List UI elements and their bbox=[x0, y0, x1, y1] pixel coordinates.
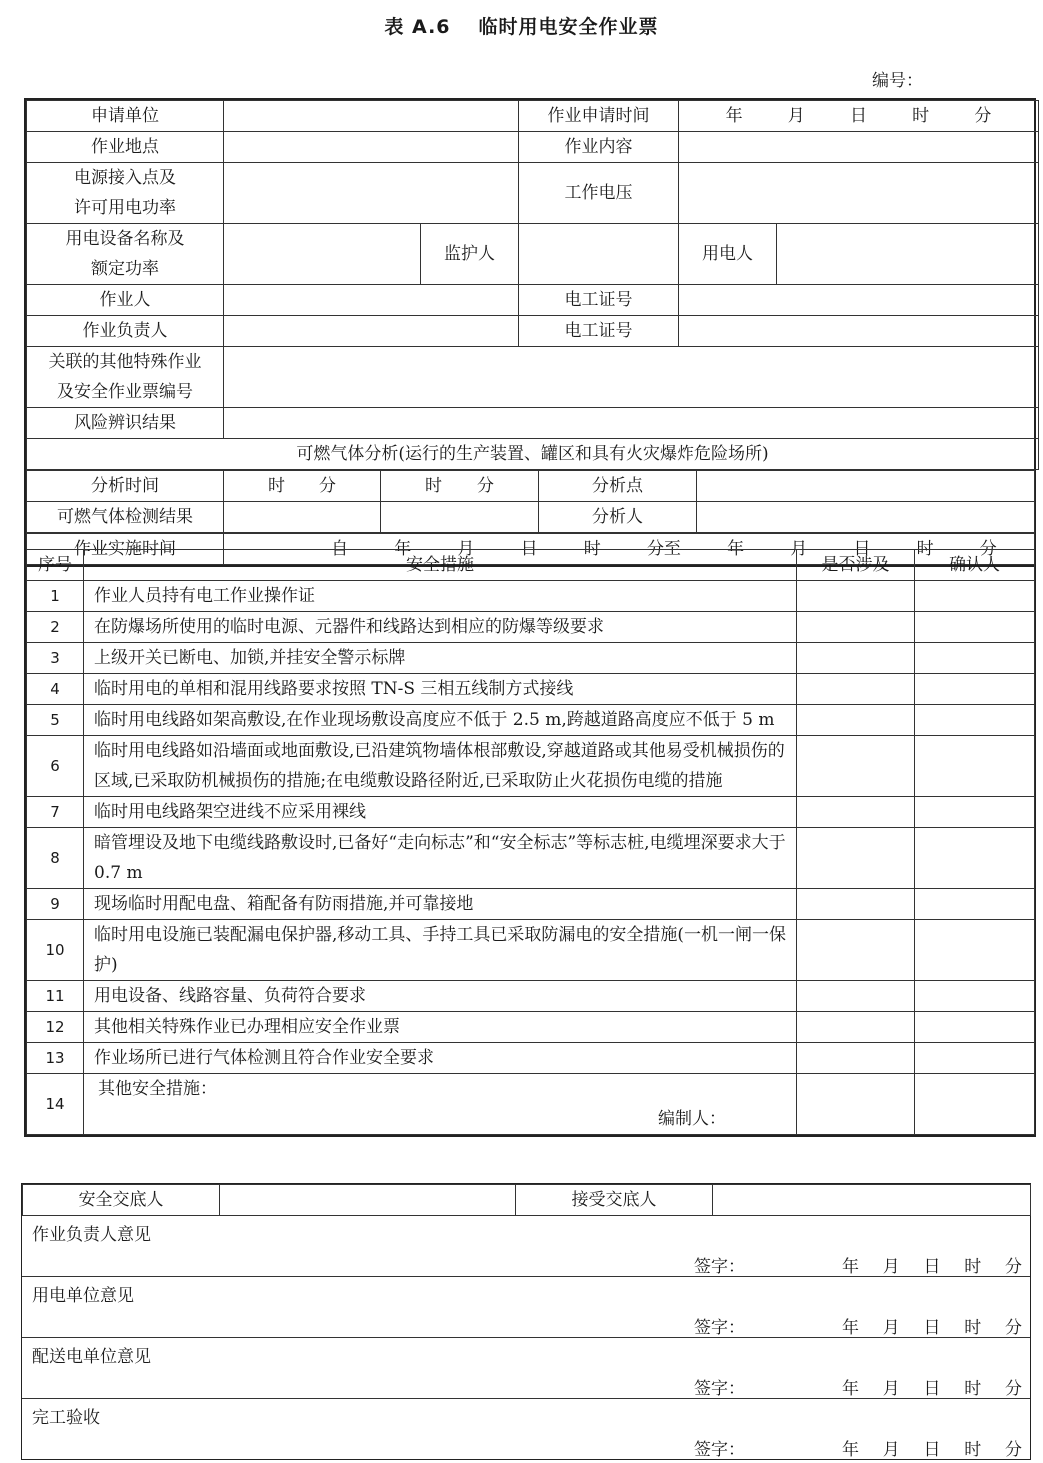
power-point-field[interactable] bbox=[224, 163, 519, 224]
day-unit: 日 bbox=[923, 1257, 941, 1277]
measure-involved-field[interactable] bbox=[797, 981, 915, 1012]
measure-text: 其他相关特殊作业已办理相应安全作业票 bbox=[84, 1012, 797, 1043]
hour-unit: 时 bbox=[425, 476, 442, 496]
guardian-field[interactable] bbox=[519, 224, 679, 285]
minute-unit: 分 bbox=[319, 476, 336, 496]
serial-number-label: 编号： bbox=[872, 71, 923, 91]
implement-time-label: 作业实施时间 bbox=[27, 534, 224, 565]
hour-unit: 时 bbox=[583, 539, 601, 559]
measure-no: 1 bbox=[27, 581, 84, 612]
hour-unit: 时 bbox=[964, 1440, 982, 1460]
year-unit: 年 bbox=[842, 1379, 859, 1399]
worker-cert-label: 电工证号 bbox=[519, 285, 679, 316]
measure-14-involved[interactable] bbox=[797, 1074, 915, 1135]
measure-no: 2 bbox=[27, 612, 84, 643]
power-point-label-line1: 电源接入点及 bbox=[74, 168, 176, 188]
equipment-field[interactable] bbox=[224, 224, 421, 285]
measure-involved-field[interactable] bbox=[797, 797, 915, 828]
analyst-field[interactable] bbox=[697, 502, 1035, 533]
measure-text: 临时用电的单相和混用线路要求按照 TN-S 三相五线制方式接线 bbox=[84, 674, 797, 705]
work-site-field[interactable] bbox=[224, 132, 519, 163]
analysis-point-field[interactable] bbox=[697, 471, 1035, 502]
day-unit: 日 bbox=[849, 106, 867, 126]
measure-involved-field[interactable] bbox=[797, 828, 915, 889]
related-work-label-line1: 关联的其他特殊作业 bbox=[48, 352, 202, 372]
measure-row bbox=[27, 612, 1035, 643]
analysis-time-field-2[interactable] bbox=[381, 471, 539, 502]
measure-confirm-field[interactable] bbox=[915, 889, 1035, 920]
measure-text: 临时用电线路如沿墙面或地面敷设,已沿建筑物墙体根部敷设,穿越道路或其他易受机械损伤的区域,已采取防机械损伤的措施;在电缆敷设路径附近,已采取防止火花损伤电缆的措施 bbox=[84, 736, 797, 797]
measure-row bbox=[27, 736, 1035, 797]
measure-text: 临时用电线路如架高敷设,在作业现场敷设高度应不低于 2.5 m,跨越道路高度应不低于 5 m bbox=[84, 705, 797, 736]
voltage-field[interactable] bbox=[679, 163, 1039, 224]
measure-no: 5 bbox=[27, 705, 84, 736]
apply-time-label: 作业申请时间 bbox=[519, 101, 679, 132]
measure-text: 暗管埋设及地下电缆线路敷设时,已备好“走向标志”和“安全标志”等标志桩,电缆埋深要求大于 0.7 m bbox=[84, 828, 797, 889]
equipment-label bbox=[27, 224, 224, 285]
measure-row bbox=[27, 889, 1035, 920]
measure-involved-field[interactable] bbox=[797, 1012, 915, 1043]
opinion-list bbox=[22, 1216, 1030, 1459]
day-unit: 日 bbox=[923, 1379, 941, 1399]
opinion-row[interactable] bbox=[22, 1338, 1030, 1399]
measure-row bbox=[27, 581, 1035, 612]
power-point-label bbox=[27, 163, 224, 224]
leader-cert-field[interactable] bbox=[679, 316, 1039, 347]
signature-date bbox=[842, 1374, 1022, 1399]
form-title bbox=[0, 12, 1043, 39]
opinion-label: 完工验收 bbox=[32, 1408, 100, 1428]
measure-text: 用电设备、线路容量、负荷符合要求 bbox=[84, 981, 797, 1012]
month-unit: 月 bbox=[787, 106, 805, 126]
month-unit: 月 bbox=[790, 539, 808, 559]
measure-text: 现场临时用配电盘、箱配备有防雨措施,并可靠接地 bbox=[84, 889, 797, 920]
month-unit: 月 bbox=[882, 1379, 900, 1399]
hour-unit: 时 bbox=[912, 106, 930, 126]
risk-field[interactable] bbox=[224, 408, 1039, 439]
measure-14-no: 14 bbox=[27, 1074, 84, 1135]
month-unit: 月 bbox=[882, 1318, 900, 1338]
leader-label: 作业负责人 bbox=[27, 316, 224, 347]
measure-involved-field[interactable] bbox=[797, 674, 915, 705]
power-point-label-line2: 许可用电功率 bbox=[74, 198, 176, 218]
hour-unit: 时 bbox=[268, 476, 285, 496]
measure-text: 临时用电线路架空进线不应采用裸线 bbox=[84, 797, 797, 828]
confirm-header: 确认人 bbox=[915, 550, 1035, 581]
involved-header: 是否涉及 bbox=[797, 550, 915, 581]
worker-cert-field[interactable] bbox=[679, 285, 1039, 316]
measure-text: 临时用电设施已装配漏电保护器,移动工具、手持工具已采取防漏电的安全措施(一机一闸一保护) bbox=[84, 920, 797, 981]
measure-confirm-field[interactable] bbox=[915, 828, 1035, 889]
measure-text: 作业人员持有电工作业操作证 bbox=[84, 581, 797, 612]
measure-row bbox=[27, 1012, 1035, 1043]
leader-cert-label: 电工证号 bbox=[519, 316, 679, 347]
measure-confirm-field[interactable] bbox=[915, 705, 1035, 736]
measure-confirm-field[interactable] bbox=[915, 797, 1035, 828]
measure-row bbox=[27, 920, 1035, 981]
measure-row bbox=[27, 1043, 1035, 1074]
measure-involved-field[interactable] bbox=[797, 612, 915, 643]
month-unit: 月 bbox=[882, 1257, 900, 1277]
day-unit: 日 bbox=[923, 1440, 941, 1460]
measure-involved-field[interactable] bbox=[797, 920, 915, 981]
month-unit: 月 bbox=[457, 539, 475, 559]
leader-field[interactable] bbox=[224, 316, 519, 347]
measure-no: 10 bbox=[27, 920, 84, 981]
risk-label: 风险辨识结果 bbox=[27, 408, 224, 439]
apply-time-field[interactable] bbox=[679, 101, 1039, 132]
measure-no: 9 bbox=[27, 889, 84, 920]
signature-date bbox=[842, 1252, 1022, 1277]
analysis-time-label: 分析时间 bbox=[27, 471, 224, 502]
worker-label: 作业人 bbox=[27, 285, 224, 316]
measure-row bbox=[27, 705, 1035, 736]
compiler-label: 编制人： bbox=[658, 1109, 726, 1129]
minute-unit: 分 bbox=[1005, 1440, 1022, 1460]
measure-14-text: 其他安全措施： bbox=[98, 1079, 217, 1099]
measure-confirm-field[interactable] bbox=[915, 920, 1035, 981]
measure-row bbox=[27, 674, 1035, 705]
related-work-label bbox=[27, 347, 224, 408]
measure-involved-field[interactable] bbox=[797, 705, 915, 736]
gas-result-field-1[interactable] bbox=[224, 502, 381, 533]
measure-row bbox=[27, 797, 1035, 828]
form-name: 临时用电安全作业票 bbox=[478, 16, 659, 38]
signature-label: 签字： bbox=[694, 1257, 745, 1277]
signature-label: 签字： bbox=[694, 1379, 745, 1399]
measure-row bbox=[27, 981, 1035, 1012]
measure-14-cell[interactable] bbox=[84, 1074, 797, 1135]
measure-confirm-field[interactable] bbox=[915, 612, 1035, 643]
measure-no: 6 bbox=[27, 736, 84, 797]
measure-row bbox=[27, 828, 1035, 889]
measure-no: 7 bbox=[27, 797, 84, 828]
minute-unit: 分 bbox=[974, 106, 992, 126]
day-unit: 日 bbox=[520, 539, 538, 559]
opinion-label: 用电单位意见 bbox=[32, 1286, 134, 1306]
user-field[interactable] bbox=[777, 224, 1039, 285]
worker-field[interactable] bbox=[224, 285, 519, 316]
apply-unit-field[interactable] bbox=[224, 101, 519, 132]
measure-involved-field[interactable] bbox=[797, 736, 915, 797]
measure-text: 在防爆场所使用的临时电源、元器件和线路达到相应的防爆等级要求 bbox=[84, 612, 797, 643]
measure-confirm-field[interactable] bbox=[915, 581, 1035, 612]
measure-14-confirm[interactable] bbox=[915, 1074, 1035, 1135]
analysis-point-label: 分析点 bbox=[539, 471, 697, 502]
measure-header: 安全措施 bbox=[84, 550, 797, 581]
guardian-label: 监护人 bbox=[421, 224, 519, 285]
equipment-label-line2: 额定功率 bbox=[91, 259, 159, 279]
minute-unit: 分 bbox=[1005, 1257, 1022, 1277]
analyst-label: 分析人 bbox=[539, 502, 697, 533]
measure-confirm-field[interactable] bbox=[915, 674, 1035, 705]
signature-date bbox=[842, 1313, 1022, 1338]
month-unit: 月 bbox=[882, 1440, 900, 1460]
measure-involved-field[interactable] bbox=[797, 581, 915, 612]
year-unit: 年 bbox=[727, 539, 745, 559]
related-work-label-line2: 及安全作业票编号 bbox=[57, 382, 193, 402]
handover-receiver-field[interactable] bbox=[713, 1185, 1031, 1216]
voltage-label: 工作电压 bbox=[519, 163, 679, 224]
minute-unit: 分 bbox=[1005, 1318, 1022, 1338]
measure-involved-field[interactable] bbox=[797, 1043, 915, 1074]
hour-unit: 时 bbox=[964, 1379, 982, 1399]
handover-giver-field[interactable] bbox=[220, 1185, 516, 1216]
measure-no: 8 bbox=[27, 828, 84, 889]
measure-no: 3 bbox=[27, 643, 84, 674]
measure-no-header: 序号 bbox=[27, 550, 84, 581]
measure-confirm-field[interactable] bbox=[915, 981, 1035, 1012]
analysis-time-field-1[interactable] bbox=[224, 471, 381, 502]
work-content-label: 作业内容 bbox=[519, 132, 679, 163]
gas-result-label: 可燃气体检测结果 bbox=[27, 502, 224, 533]
handover-receiver-label: 接受交底人 bbox=[516, 1185, 713, 1216]
signature-date bbox=[842, 1435, 1022, 1460]
measure-no: 11 bbox=[27, 981, 84, 1012]
opinion-row[interactable] bbox=[22, 1277, 1030, 1338]
measure-involved-field[interactable] bbox=[797, 889, 915, 920]
apply-unit-label: 申请单位 bbox=[27, 101, 224, 132]
measures-section bbox=[24, 549, 1036, 1137]
signature-label: 签字： bbox=[694, 1318, 745, 1338]
minute-unit: 分 bbox=[1005, 1379, 1022, 1399]
measure-confirm-field[interactable] bbox=[915, 643, 1035, 674]
signature-label: 签字： bbox=[694, 1440, 745, 1460]
year-unit: 年 bbox=[842, 1440, 859, 1460]
year-unit: 年 bbox=[842, 1257, 859, 1277]
work-content-field[interactable] bbox=[679, 132, 1039, 163]
measure-no: 4 bbox=[27, 674, 84, 705]
hour-unit: 时 bbox=[964, 1318, 982, 1338]
measure-no: 13 bbox=[27, 1043, 84, 1074]
minute-unit: 分 bbox=[477, 476, 494, 496]
minute-unit: 分 bbox=[979, 539, 997, 559]
year-unit: 年 bbox=[842, 1318, 859, 1338]
handover-giver-label: 安全交底人 bbox=[23, 1185, 220, 1216]
opinion-label: 配送电单位意见 bbox=[32, 1347, 151, 1367]
opinions-section bbox=[21, 1183, 1031, 1460]
user-label: 用电人 bbox=[679, 224, 777, 285]
gas-section-title: 可燃气体分析(运行的生产装置、罐区和具有火灾爆炸危险场所) bbox=[27, 439, 1039, 470]
hour-unit: 时 bbox=[916, 539, 934, 559]
day-unit: 日 bbox=[923, 1318, 941, 1338]
from-label: 自 bbox=[331, 539, 349, 559]
day-unit: 日 bbox=[853, 539, 871, 559]
opinion-row[interactable] bbox=[22, 1216, 1030, 1277]
measure-text: 上级开关已断电、加锁,并挂安全警示标牌 bbox=[84, 643, 797, 674]
related-work-field[interactable] bbox=[224, 347, 1039, 408]
measure-confirm-field[interactable] bbox=[915, 1043, 1035, 1074]
hour-unit: 时 bbox=[964, 1257, 982, 1277]
minute-to-unit: 分至 bbox=[646, 539, 681, 559]
measure-row bbox=[27, 643, 1035, 674]
gas-result-field-2[interactable] bbox=[381, 502, 539, 533]
measure-text: 作业场所已进行气体检测且符合作业安全要求 bbox=[84, 1043, 797, 1074]
year-unit: 年 bbox=[725, 106, 743, 126]
measure-no: 12 bbox=[27, 1012, 84, 1043]
measure-confirm-field[interactable] bbox=[915, 736, 1035, 797]
work-site-label: 作业地点 bbox=[27, 132, 224, 163]
header-section bbox=[24, 98, 1036, 567]
measure-involved-field[interactable] bbox=[797, 643, 915, 674]
year-unit: 年 bbox=[394, 539, 412, 559]
opinion-label: 作业负责人意见 bbox=[32, 1225, 151, 1245]
measure-confirm-field[interactable] bbox=[915, 1012, 1035, 1043]
opinion-row[interactable] bbox=[22, 1399, 1030, 1459]
equipment-label-line1: 用电设备名称及 bbox=[65, 229, 185, 249]
table-number: 表 A.6 bbox=[384, 16, 451, 38]
